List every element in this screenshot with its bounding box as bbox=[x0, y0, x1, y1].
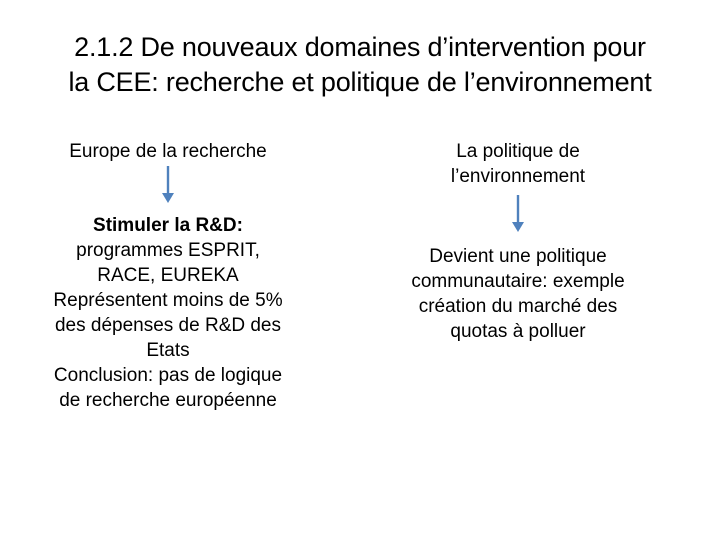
left-body-line-2: programmes ESPRIT, bbox=[76, 240, 260, 261]
right-heading-line-1: La politique de bbox=[456, 141, 580, 162]
slide-title-line-2: la CEE: recherche et politique de l’environnement bbox=[68, 67, 652, 97]
left-body-line-5: des dépenses de R&D des bbox=[54, 315, 282, 336]
left-body-line-4: Représentent moins de 5% bbox=[53, 290, 283, 311]
right-column-heading bbox=[368, 139, 668, 189]
arrow-down-icon bbox=[511, 195, 525, 233]
left-body-line-6: Etats bbox=[146, 340, 190, 361]
slide-title bbox=[20, 30, 700, 100]
left-body-line-8: de recherche européenne bbox=[59, 390, 277, 411]
slide-title-line-1: 2.1.2 De nouveaux domaines d’intervention pour bbox=[74, 32, 646, 62]
right-body-line-2: communautaire: exemple bbox=[411, 271, 625, 292]
right-column-body bbox=[368, 244, 668, 344]
right-heading-line-2: l’environnement bbox=[450, 166, 586, 187]
right-body-line-3: création du marché des bbox=[418, 296, 618, 317]
left-column-heading: Europe de la recherche bbox=[69, 141, 267, 162]
right-body-line-4: quotas à polluer bbox=[450, 321, 586, 342]
left-column-body bbox=[18, 213, 318, 413]
left-body-line-7: Conclusion: pas de logique bbox=[53, 365, 283, 386]
arrow-down-icon bbox=[161, 166, 175, 204]
left-body-line-1: Stimuler la R&D: bbox=[93, 215, 243, 236]
left-body-line-3: RACE, EUREKA bbox=[97, 265, 239, 286]
right-body-line-1: Devient une politique bbox=[429, 246, 607, 267]
